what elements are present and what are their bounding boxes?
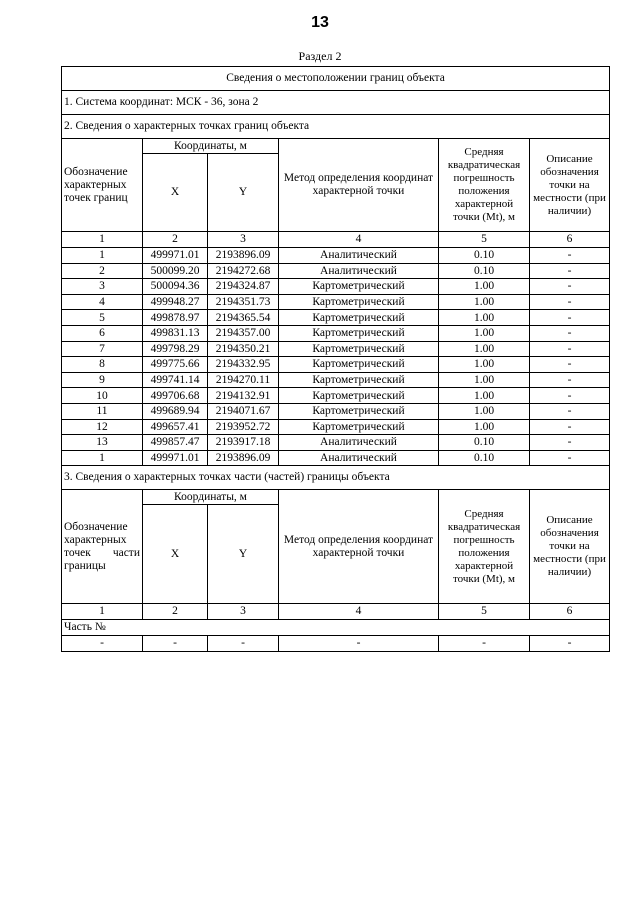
coordinate-system: 1. Система координат: МСК - 36, зона 2 <box>62 91 610 115</box>
part-data-cell: - <box>530 636 610 652</box>
column-index-cell: 3 <box>208 232 279 248</box>
part-points-section-title: 3. Сведения о характерных точках части (частей) границы объекта <box>62 466 610 490</box>
coord-y: 2194132.91 <box>208 388 279 404</box>
error-cell: 1.00 <box>439 325 530 341</box>
point-number: 3 <box>62 279 143 295</box>
coord-x: 499878.97 <box>143 310 208 326</box>
coord-x: 499706.68 <box>143 388 208 404</box>
coord-y: 2194272.68 <box>208 263 279 279</box>
point-number: 6 <box>62 325 143 341</box>
coord-y: 2193917.18 <box>208 435 279 451</box>
coord-x: 499831.13 <box>143 325 208 341</box>
coord-y: 2194332.95 <box>208 357 279 373</box>
part-data-cell: - <box>279 636 439 652</box>
point-number: 8 <box>62 357 143 373</box>
error-cell: 1.00 <box>439 310 530 326</box>
point-number: 11 <box>62 403 143 419</box>
coord-y: 2194350.21 <box>208 341 279 357</box>
point-number: 1 <box>62 450 143 466</box>
table-row <box>62 357 610 373</box>
coord-x: 500099.20 <box>143 263 208 279</box>
coord-x: 499948.27 <box>143 294 208 310</box>
point-number: 4 <box>62 294 143 310</box>
table-row <box>62 294 610 310</box>
error-cell: 0.10 <box>439 450 530 466</box>
coord-x: 499857.47 <box>143 435 208 451</box>
error-cell: 1.00 <box>439 388 530 404</box>
point-number: 7 <box>62 341 143 357</box>
column-index-cell: 1 <box>62 232 143 248</box>
method-cell: Картометрический <box>279 294 439 310</box>
header-designation: Обозначение характерных точек границ <box>62 139 143 232</box>
coord-y: 2194351.73 <box>208 294 279 310</box>
column-index-cell: 4 <box>279 232 439 248</box>
coord-x: 499775.66 <box>143 357 208 373</box>
error-cell: 1.00 <box>439 341 530 357</box>
description-cell: - <box>530 341 610 357</box>
method-cell: Аналитический <box>279 263 439 279</box>
method-cell: Картометрический <box>279 419 439 435</box>
point-number: 2 <box>62 263 143 279</box>
coord-y: 2194071.67 <box>208 403 279 419</box>
description-cell: - <box>530 435 610 451</box>
header-description: Описание обозначения точки на местности (при наличии) <box>530 139 610 232</box>
table-row <box>62 325 610 341</box>
method-cell: Картометрический <box>279 310 439 326</box>
table-row <box>62 341 610 357</box>
description-cell: - <box>530 248 610 264</box>
header-coordinates-part: Координаты, м <box>143 490 279 505</box>
section-title: Раздел 2 <box>298 49 342 63</box>
table-row <box>62 450 610 466</box>
header-y-part: Y <box>208 505 279 604</box>
table-row <box>62 279 610 295</box>
description-cell: - <box>530 325 610 341</box>
coord-x: 499657.41 <box>143 419 208 435</box>
column-index-cell: 6 <box>530 232 610 248</box>
coord-x: 500094.36 <box>143 279 208 295</box>
coord-x: 499971.01 <box>143 450 208 466</box>
column-index-cell: 6 <box>530 604 610 620</box>
point-number: 10 <box>62 388 143 404</box>
coord-x: 499689.94 <box>143 403 208 419</box>
coord-x: 499798.29 <box>143 341 208 357</box>
header-designation-part: Обозначение характерных точек части границы <box>62 490 143 604</box>
coord-x: 499971.01 <box>143 248 208 264</box>
point-number: 1 <box>62 248 143 264</box>
error-cell: 1.00 <box>439 419 530 435</box>
table-row <box>62 310 610 326</box>
error-cell: 1.00 <box>439 279 530 295</box>
header-error-part: Средняя квадратическая погрешность положения характерной точки (Mt), м <box>439 490 530 604</box>
column-index-row <box>62 604 610 620</box>
header-coordinates: Координаты, м <box>143 139 279 154</box>
description-cell: - <box>530 357 610 373</box>
part-data-cell: - <box>62 636 143 652</box>
method-cell: Аналитический <box>279 450 439 466</box>
header-method: Метод определения координат характерной точки <box>279 139 439 232</box>
column-index-cell: 1 <box>62 604 143 620</box>
description-cell: - <box>530 279 610 295</box>
coord-y: 2194357.00 <box>208 325 279 341</box>
method-cell: Картометрический <box>279 279 439 295</box>
method-cell: Картометрический <box>279 325 439 341</box>
column-index-cell: 2 <box>143 232 208 248</box>
header-x: X <box>143 154 208 232</box>
part-data-cell: - <box>439 636 530 652</box>
method-cell: Картометрический <box>279 388 439 404</box>
description-cell: - <box>530 419 610 435</box>
error-cell: 0.10 <box>439 435 530 451</box>
description-cell: - <box>530 294 610 310</box>
table-row <box>62 403 610 419</box>
error-cell: 1.00 <box>439 357 530 373</box>
column-index-cell: 4 <box>279 604 439 620</box>
method-cell: Картометрический <box>279 403 439 419</box>
header-method-part: Метод определения координат характерной точки <box>279 490 439 604</box>
table-row <box>62 248 610 264</box>
description-cell: - <box>530 450 610 466</box>
table-row <box>62 263 610 279</box>
coord-y: 2193896.09 <box>208 450 279 466</box>
coord-y: 2194365.54 <box>208 310 279 326</box>
point-number: 13 <box>62 435 143 451</box>
boundary-table <box>61 66 610 652</box>
description-cell: - <box>530 263 610 279</box>
page-number: 13 <box>311 14 329 31</box>
method-cell: Картометрический <box>279 341 439 357</box>
point-number: 9 <box>62 372 143 388</box>
table-row <box>62 388 610 404</box>
coord-x: 499741.14 <box>143 372 208 388</box>
method-cell: Аналитический <box>279 248 439 264</box>
part-data-row <box>62 636 610 652</box>
description-cell: - <box>530 403 610 419</box>
error-cell: 1.00 <box>439 294 530 310</box>
table-title: Сведения о местоположении границ объекта <box>62 67 610 91</box>
point-number: 12 <box>62 419 143 435</box>
header-error: Средняя квадратическая погрешность положения характерной точки (Mt), м <box>439 139 530 232</box>
header-y: Y <box>208 154 279 232</box>
header-x-part: X <box>143 505 208 604</box>
description-cell: - <box>530 372 610 388</box>
coord-y: 2194324.87 <box>208 279 279 295</box>
error-cell: 1.00 <box>439 403 530 419</box>
coord-y: 2193896.09 <box>208 248 279 264</box>
error-cell: 1.00 <box>439 372 530 388</box>
column-index-cell: 3 <box>208 604 279 620</box>
error-cell: 0.10 <box>439 263 530 279</box>
column-index-cell: 2 <box>143 604 208 620</box>
table-row <box>62 435 610 451</box>
error-cell: 0.10 <box>439 248 530 264</box>
column-index-row <box>62 232 610 248</box>
description-cell: - <box>530 388 610 404</box>
part-data-cell: - <box>208 636 279 652</box>
column-index-cell: 5 <box>439 232 530 248</box>
part-label: Часть № <box>62 620 610 636</box>
point-number: 5 <box>62 310 143 326</box>
points-section-title: 2. Сведения о характерных точках границ объекта <box>62 115 610 139</box>
part-data-cell: - <box>143 636 208 652</box>
method-cell: Аналитический <box>279 435 439 451</box>
method-cell: Картометрический <box>279 372 439 388</box>
header-description-part: Описание обозначения точки на местности (при наличии) <box>530 490 610 604</box>
coord-y: 2193952.72 <box>208 419 279 435</box>
description-cell: - <box>530 310 610 326</box>
table-row <box>62 372 610 388</box>
table-row <box>62 419 610 435</box>
coord-y: 2194270.11 <box>208 372 279 388</box>
method-cell: Картометрический <box>279 357 439 373</box>
column-index-cell: 5 <box>439 604 530 620</box>
